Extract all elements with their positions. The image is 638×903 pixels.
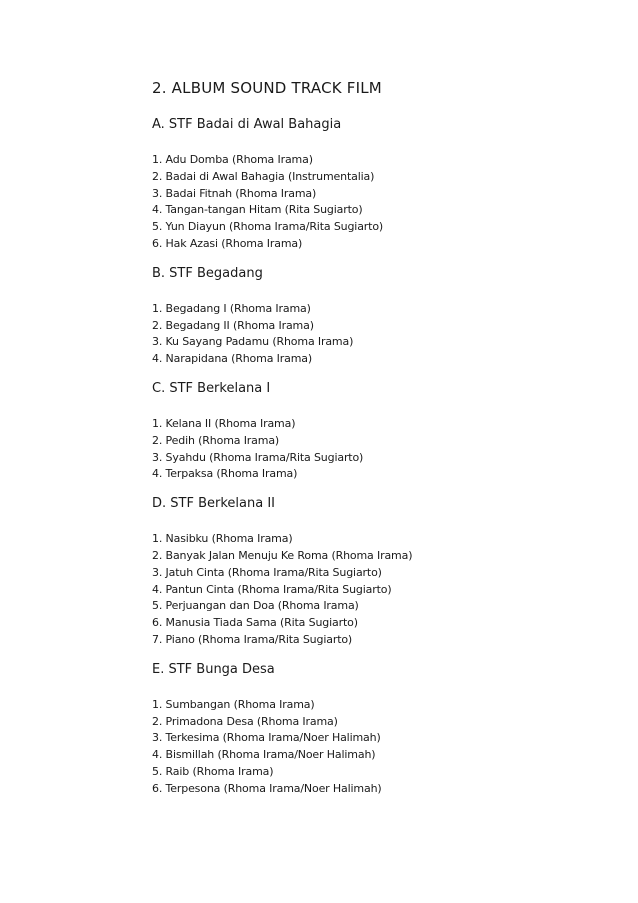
track-item: 1. Adu Domba (Rhoma Irama) — [152, 153, 313, 166]
track-item: 2. Badai di Awal Bahagia (Instrumentalia) — [152, 169, 375, 183]
section-heading: B. STF Begadang — [152, 265, 263, 281]
section-heading: A. STF Badai di Awal Bahagia — [152, 117, 342, 132]
track-list — [152, 531, 612, 649]
track-item: 3. Syahdu (Rhoma Irama/Rita Sugiarto) — [152, 450, 364, 464]
track-item: 1. Nasibku (Rhoma Irama) — [152, 532, 293, 546]
track-list — [152, 697, 612, 798]
track-list — [152, 416, 612, 483]
document-title: 2. ALBUM SOUND TRACK FILM — [152, 79, 382, 97]
track-item: 2. Banyak Jalan Menuju Ke Roma (Rhoma Irama) — [152, 548, 413, 562]
document-page — [152, 78, 612, 810]
track-item: 1. Kelana II (Rhoma Irama) — [152, 416, 296, 430]
track-item: 4. Pantun Cinta (Rhoma Irama/Rita Sugiarto) — [152, 582, 392, 596]
track-item: 4. Bismillah (Rhoma Irama/Noer Halimah) — [152, 748, 376, 762]
section-heading: D. STF Berkelana II — [152, 496, 275, 512]
track-item: 5. Perjuangan dan Doa (Rhoma Irama) — [152, 599, 359, 613]
track-list — [152, 152, 612, 253]
track-item: 1. Sumbangan (Rhoma Irama) — [152, 697, 315, 711]
track-item: 3. Jatuh Cinta (Rhoma Irama/Rita Sugiarto) — [152, 565, 382, 579]
track-item: 4. Terpaksa (Rhoma Irama) — [152, 467, 298, 481]
track-list — [152, 301, 612, 368]
track-item: 3. Terkesima (Rhoma Irama/Noer Halimah) — [152, 731, 381, 745]
section-b — [152, 265, 612, 368]
track-item: 2. Pedih (Rhoma Irama) — [152, 433, 280, 447]
section-e — [152, 661, 612, 798]
track-item: 6. Terpesona (Rhoma Irama/Noer Halimah) — [152, 781, 382, 795]
track-item: 3. Badai Fitnah (Rhoma Irama) — [152, 186, 317, 200]
track-item: 7. Piano (Rhoma Irama/Rita Sugiarto) — [152, 632, 353, 646]
section-c — [152, 380, 612, 483]
track-item: 6. Hak Azasi (Rhoma Irama) — [152, 236, 303, 250]
track-item: 2. Primadona Desa (Rhoma Irama) — [152, 714, 338, 728]
track-item: 5. Yun Diayun (Rhoma Irama/Rita Sugiarto) — [152, 220, 384, 234]
track-item: 4. Narapidana (Rhoma Irama) — [152, 352, 312, 366]
section-heading: C. STF Berkelana I — [152, 380, 271, 396]
track-item: 1. Begadang I (Rhoma Irama) — [152, 301, 311, 315]
track-item: 2. Begadang II (Rhoma Irama) — [152, 318, 314, 332]
track-item: 3. Ku Sayang Padamu (Rhoma Irama) — [152, 335, 354, 349]
section-heading: E. STF Bunga Desa — [152, 661, 275, 677]
section-d — [152, 495, 612, 649]
track-item: 4. Tangan-tangan Hitam (Rita Sugiarto) — [152, 203, 363, 217]
track-item: 6. Manusia Tiada Sama (Rita Sugiarto) — [152, 616, 358, 630]
section-a — [152, 116, 612, 253]
track-item: 5. Raib (Rhoma Irama) — [152, 764, 274, 778]
